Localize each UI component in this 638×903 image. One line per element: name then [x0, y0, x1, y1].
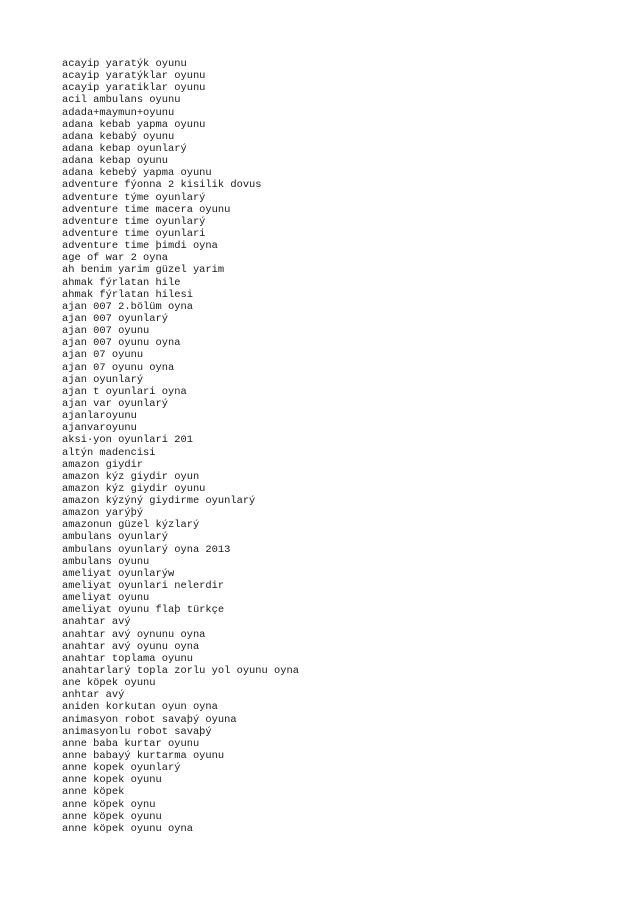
list-item: adana kebap oyunlarý	[62, 142, 187, 155]
list-item: ajan 07 oyunu	[62, 349, 144, 362]
list-item: ambulans oyunu	[62, 555, 150, 568]
list-item: anne baba kurtar oyunu	[62, 737, 200, 750]
list-item: ameliyat oyunu	[62, 592, 150, 605]
list-item: amazon yarýþý	[62, 507, 144, 520]
list-item: ajan 007 oyunu	[62, 325, 150, 338]
list-item: aksi·yon oyunlari 201	[62, 434, 193, 447]
list-item: aniden korkutan oyun oyna	[62, 701, 218, 714]
list-item: adana kebebý yapma oyunu	[62, 167, 212, 180]
list-item: ajan oyunlarý	[62, 373, 144, 386]
list-item: ajan var oyunlarý	[62, 397, 169, 410]
list-item: ahmak fýrlatan hilesi	[62, 288, 193, 301]
list-item: anne babayý kurtarma oyunu	[62, 750, 225, 763]
list-item: acayip yaratýklar oyunu	[62, 70, 206, 83]
list-item: altýn madencisi	[62, 446, 156, 459]
list-item: ajan 07 oyunu oyna	[62, 361, 175, 374]
list-item: amazon kýzýný giydirme oyunlarý	[62, 495, 256, 508]
list-item: amazon kýz giydir oyunu	[62, 482, 206, 495]
list-item: ajan t oyunlari oyna	[62, 385, 187, 398]
list-item: adventure týme oyunlarý	[62, 191, 206, 204]
list-item: amazonun güzel kýzlarý	[62, 519, 200, 532]
list-item: adventure time þimdi oyna	[62, 240, 218, 253]
list-item: anahtar avý oyunu oyna	[62, 640, 200, 653]
list-item: ameliyat oyunlari nelerdir	[62, 580, 225, 593]
list-item: amazon giydir	[62, 458, 144, 471]
list-item: ajanlaroyunu	[62, 410, 137, 423]
list-item: anahtar avý oynunu oyna	[62, 628, 206, 641]
text-list	[62, 58, 299, 835]
list-item: anne kopek oyunlarý	[62, 762, 181, 775]
list-item: animasyon robot savaþý oyuna	[62, 713, 237, 726]
list-item: adada+maymun+oyunu	[62, 106, 175, 119]
list-item: ajanvaroyunu	[62, 422, 137, 435]
list-item: anne köpek oynu	[62, 798, 156, 811]
list-item: ameliyat oyunu flaþ türkçe	[62, 604, 225, 617]
list-item: ajan 007 oyunu oyna	[62, 337, 181, 350]
list-item: adana kebabý oyunu	[62, 130, 175, 143]
list-item: anne köpek oyunu	[62, 810, 162, 823]
list-item: animasyonlu robot savaþý	[62, 725, 212, 738]
list-item: age of war 2 oyna	[62, 252, 169, 265]
list-item: ajan 007 oyunlarý	[62, 312, 169, 325]
list-item: ambulans oyunlarý	[62, 531, 169, 544]
list-item: ambulans oyunlarý oyna 2013	[62, 543, 231, 556]
list-item: anahtar avý	[62, 616, 131, 629]
list-item: ane köpek oyunu	[62, 677, 156, 690]
list-item: ameliyat oyunlarýw	[62, 567, 175, 580]
list-item: adana kebab yapma oyunu	[62, 118, 206, 131]
list-item: ah benim yarim güzel yarim	[62, 264, 225, 277]
list-item: adventure time oyunlari	[62, 227, 206, 240]
list-item: adventure fýonna 2 kisilik dovus	[62, 179, 262, 192]
list-item: adventure time macera oyunu	[62, 203, 231, 216]
list-item: anhtar avý	[62, 689, 125, 702]
list-item: adventure time oyunlarý	[62, 215, 206, 228]
list-item: anahtar toplama oyunu	[62, 652, 193, 665]
list-item: acil ambulans oyunu	[62, 94, 181, 107]
list-item: anne köpek	[62, 786, 125, 799]
list-item: acayip yaratiklar oyunu	[62, 82, 206, 95]
list-item: ahmak fýrlatan hile	[62, 276, 181, 289]
list-item: anne kopek oyunu	[62, 774, 162, 787]
list-item: anahtarlarý topla zorlu yol oyunu oyna	[62, 665, 299, 678]
list-item: adana kebap oyunu	[62, 155, 169, 168]
list-item: anne köpek oyunu oyna	[62, 822, 193, 835]
list-item: ajan 007 2.bölüm oyna	[62, 300, 193, 313]
list-item: acayip yaratýk oyunu	[62, 58, 187, 70]
list-item: amazon kýz giydir oyun	[62, 470, 200, 483]
